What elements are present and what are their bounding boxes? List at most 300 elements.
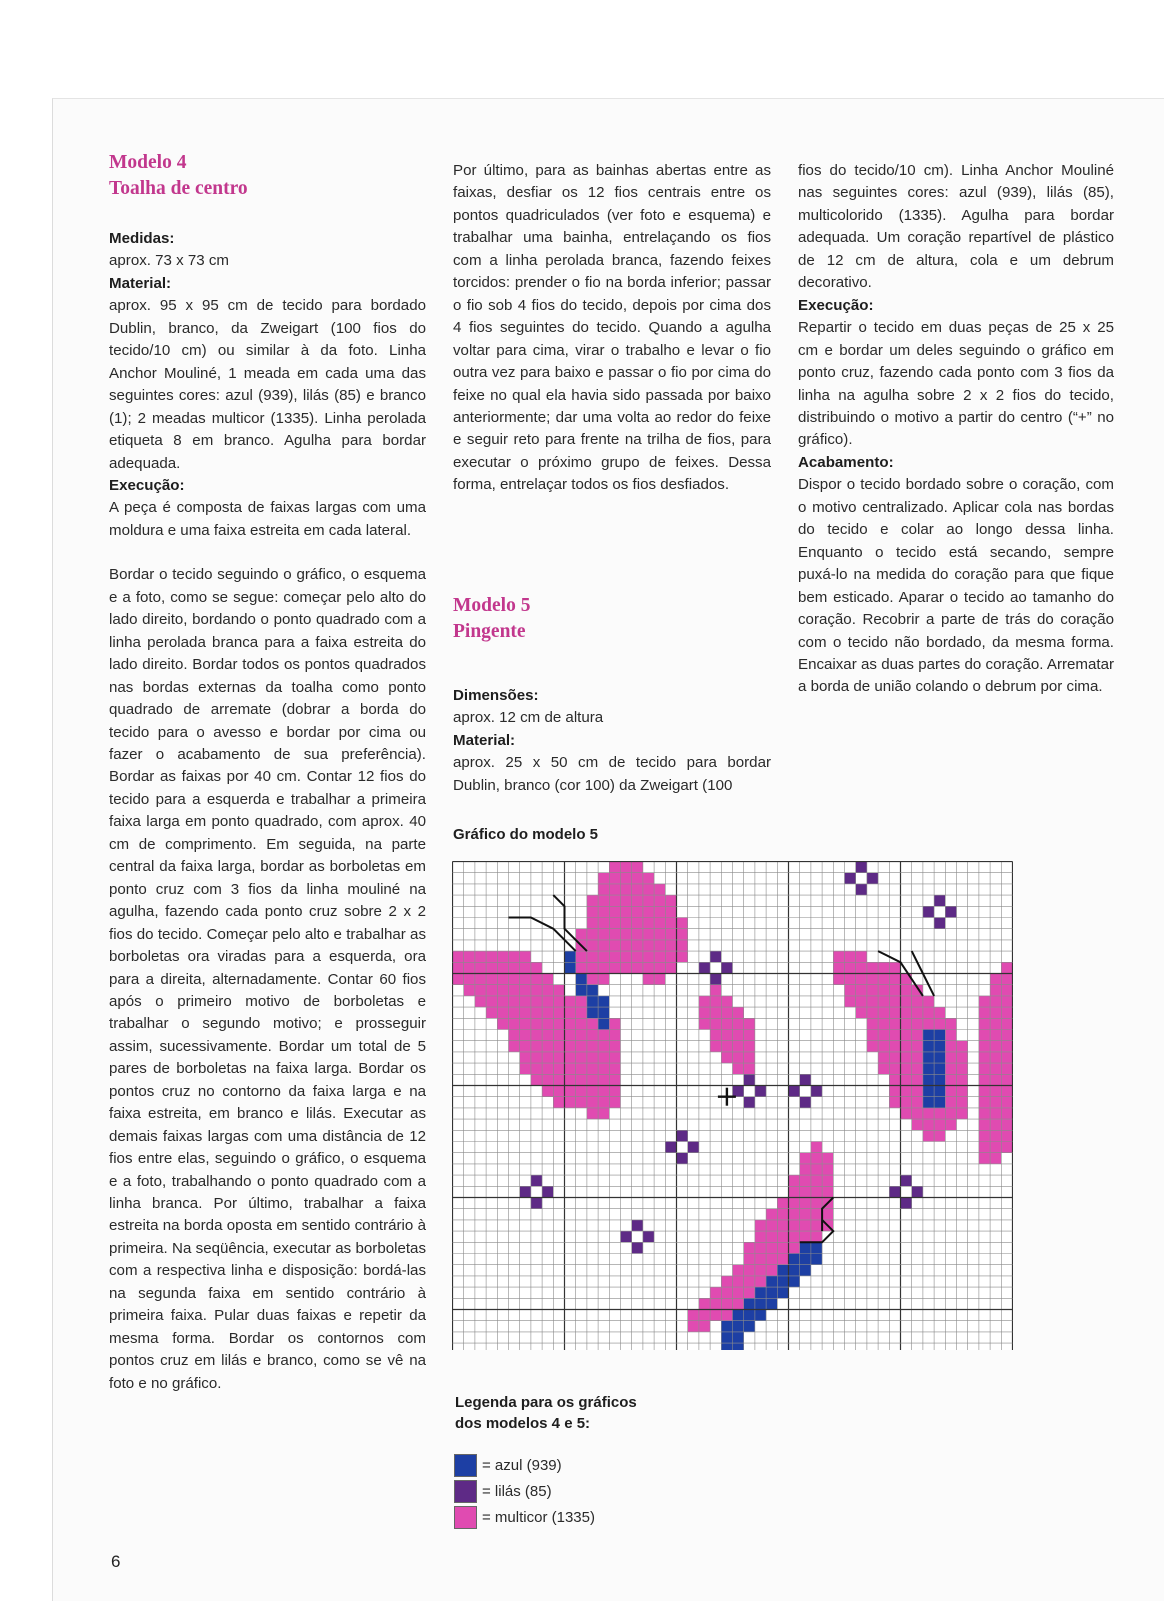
accent-stitch bbox=[632, 1242, 643, 1253]
legend-title-line1: Legenda para os gráficos bbox=[455, 1394, 637, 1411]
wing-stitch bbox=[867, 985, 878, 996]
wing-stitch bbox=[789, 1231, 800, 1242]
accent-stitch bbox=[643, 1231, 654, 1242]
accent-stitch bbox=[677, 1130, 688, 1141]
wing-stitch bbox=[576, 951, 587, 962]
wing-stitch bbox=[733, 1007, 744, 1018]
wing-stitch bbox=[901, 1108, 912, 1119]
wing-stitch bbox=[587, 1108, 598, 1119]
wing-stitch bbox=[733, 1030, 744, 1041]
wing-stitch bbox=[553, 996, 564, 1007]
wing-stitch bbox=[553, 985, 564, 996]
wing-stitch bbox=[755, 1242, 766, 1253]
wing-stitch bbox=[587, 895, 598, 906]
wing-stitch bbox=[453, 962, 464, 973]
wing-stitch bbox=[811, 1209, 822, 1220]
wing-stitch bbox=[800, 1175, 811, 1186]
wing-stitch bbox=[1001, 974, 1012, 985]
wing-stitch bbox=[733, 1276, 744, 1287]
body-stitch bbox=[811, 1254, 822, 1265]
wing-stitch bbox=[744, 1052, 755, 1063]
wing-stitch bbox=[609, 962, 620, 973]
body-stitch bbox=[598, 1018, 609, 1029]
wing-stitch bbox=[744, 1254, 755, 1265]
wing-stitch bbox=[609, 1041, 620, 1052]
accent-stitch bbox=[755, 1086, 766, 1097]
body-stitch bbox=[777, 1287, 788, 1298]
wing-stitch bbox=[744, 1242, 755, 1253]
wing-stitch bbox=[509, 951, 520, 962]
accent-stitch bbox=[945, 906, 956, 917]
wing-stitch bbox=[598, 940, 609, 951]
body-stitch bbox=[777, 1265, 788, 1276]
wing-stitch bbox=[699, 1321, 710, 1332]
wing-stitch bbox=[901, 1086, 912, 1097]
wing-stitch bbox=[475, 996, 486, 1007]
wing-stitch bbox=[609, 862, 620, 873]
body-stitch bbox=[934, 1086, 945, 1097]
wing-stitch bbox=[453, 951, 464, 962]
wing-stitch bbox=[654, 940, 665, 951]
legend-title bbox=[455, 1392, 637, 1434]
wing-stitch bbox=[1001, 1074, 1012, 1085]
paragraph: A peça é composta de faixas largas com uma moldura e uma faixa estreita em cada lateral. bbox=[109, 499, 426, 539]
wing-stitch bbox=[777, 1254, 788, 1265]
wing-stitch bbox=[990, 1018, 1001, 1029]
legend-item bbox=[454, 1452, 595, 1478]
wing-stitch bbox=[643, 873, 654, 884]
wing-stitch bbox=[923, 1007, 934, 1018]
wing-stitch bbox=[531, 1007, 542, 1018]
paragraph: fios do tecido/10 cm). Linha Anchor Mouliné nas seguintes cores: azul (939), lilás (85), multicolorido (1335). Agulha para bordar adequada. Um coração repartível de plástico de 12 cm de altura, cola e um debrum decorativo. bbox=[798, 162, 1114, 292]
wing-stitch bbox=[598, 974, 609, 985]
wing-stitch bbox=[833, 962, 844, 973]
wing-stitch bbox=[990, 1097, 1001, 1108]
body-stitch bbox=[598, 1007, 609, 1018]
wing-stitch bbox=[553, 1007, 564, 1018]
wing-stitch bbox=[979, 1074, 990, 1085]
wing-stitch bbox=[901, 1063, 912, 1074]
accent-stitch bbox=[520, 1186, 531, 1197]
wing-stitch bbox=[565, 1074, 576, 1085]
wing-stitch bbox=[486, 962, 497, 973]
wing-stitch bbox=[777, 1209, 788, 1220]
wing-stitch bbox=[609, 1018, 620, 1029]
wing-stitch bbox=[934, 1108, 945, 1119]
wing-stitch bbox=[901, 1041, 912, 1052]
wing-stitch bbox=[766, 1242, 777, 1253]
wing-stitch bbox=[1001, 1119, 1012, 1130]
wing-stitch bbox=[576, 1086, 587, 1097]
wing-stitch bbox=[587, 1074, 598, 1085]
accent-stitch bbox=[923, 906, 934, 917]
wing-stitch bbox=[800, 1164, 811, 1175]
wing-stitch bbox=[901, 1052, 912, 1063]
wing-stitch bbox=[531, 962, 542, 973]
wing-stitch bbox=[710, 1030, 721, 1041]
wing-stitch bbox=[811, 1186, 822, 1197]
paragraph: aprox. 73 x 73 cm bbox=[109, 252, 229, 270]
accent-stitch bbox=[934, 895, 945, 906]
wing-stitch bbox=[621, 951, 632, 962]
wing-stitch bbox=[587, 906, 598, 917]
wing-stitch bbox=[923, 996, 934, 1007]
wing-stitch bbox=[721, 1276, 732, 1287]
wing-stitch bbox=[643, 951, 654, 962]
wing-stitch bbox=[878, 1041, 889, 1052]
wing-stitch bbox=[889, 1007, 900, 1018]
wing-stitch bbox=[553, 1041, 564, 1052]
wing-stitch bbox=[811, 1142, 822, 1153]
wing-stitch bbox=[990, 1119, 1001, 1130]
wing-stitch bbox=[576, 1097, 587, 1108]
wing-stitch bbox=[945, 1108, 956, 1119]
wing-stitch bbox=[912, 1074, 923, 1085]
wing-stitch bbox=[789, 1242, 800, 1253]
wing-stitch bbox=[576, 1007, 587, 1018]
wing-stitch bbox=[811, 1175, 822, 1186]
wing-stitch bbox=[509, 962, 520, 973]
wing-stitch bbox=[912, 1119, 923, 1130]
body-stitch bbox=[766, 1287, 777, 1298]
wing-stitch bbox=[688, 1321, 699, 1332]
wing-stitch bbox=[643, 906, 654, 917]
accent-stitch bbox=[856, 862, 867, 873]
section-heading: Execução: bbox=[798, 296, 874, 314]
wing-stitch bbox=[744, 1063, 755, 1074]
wing-stitch bbox=[520, 985, 531, 996]
wing-stitch bbox=[945, 1097, 956, 1108]
legend-swatch bbox=[454, 1506, 477, 1529]
body-stitch bbox=[733, 1332, 744, 1343]
wing-stitch bbox=[990, 985, 1001, 996]
wing-stitch bbox=[889, 1086, 900, 1097]
wing-stitch bbox=[744, 1018, 755, 1029]
wing-stitch bbox=[710, 1310, 721, 1321]
wing-stitch bbox=[901, 1097, 912, 1108]
wing-stitch bbox=[632, 962, 643, 973]
wing-stitch bbox=[643, 962, 654, 973]
wing-stitch bbox=[766, 1220, 777, 1231]
wing-stitch bbox=[990, 1074, 1001, 1085]
wing-stitch bbox=[901, 985, 912, 996]
wing-stitch bbox=[990, 1142, 1001, 1153]
body-stitch bbox=[923, 1041, 934, 1052]
wing-stitch bbox=[721, 1287, 732, 1298]
wing-stitch bbox=[822, 1164, 833, 1175]
wing-stitch bbox=[744, 1265, 755, 1276]
wing-stitch bbox=[979, 996, 990, 1007]
wing-stitch bbox=[565, 996, 576, 1007]
body-stitch bbox=[800, 1242, 811, 1253]
body-stitch bbox=[923, 1052, 934, 1063]
wing-stitch bbox=[497, 985, 508, 996]
wing-stitch bbox=[889, 962, 900, 973]
wing-stitch bbox=[979, 1041, 990, 1052]
wing-stitch bbox=[464, 962, 475, 973]
wing-stitch bbox=[665, 918, 676, 929]
wing-stitch bbox=[1001, 1063, 1012, 1074]
wing-stitch bbox=[789, 1209, 800, 1220]
body-stitch bbox=[789, 1276, 800, 1287]
wing-stitch bbox=[1001, 1097, 1012, 1108]
accent-stitch bbox=[688, 1142, 699, 1153]
wing-stitch bbox=[856, 996, 867, 1007]
paragraph: aprox. 12 cm de altura bbox=[453, 709, 604, 727]
wing-stitch bbox=[587, 962, 598, 973]
wing-stitch bbox=[621, 884, 632, 895]
model4-continued-column bbox=[453, 160, 771, 497]
wing-stitch bbox=[632, 940, 643, 951]
wing-stitch bbox=[699, 1310, 710, 1321]
wing-stitch bbox=[721, 1030, 732, 1041]
wing-stitch bbox=[945, 1063, 956, 1074]
accent-stitch bbox=[867, 873, 878, 884]
wing-stitch bbox=[542, 1074, 553, 1085]
wing-stitch bbox=[912, 1052, 923, 1063]
wing-stitch bbox=[856, 951, 867, 962]
wing-stitch bbox=[867, 1018, 878, 1029]
wing-stitch bbox=[688, 1310, 699, 1321]
wing-stitch bbox=[789, 1220, 800, 1231]
wing-stitch bbox=[565, 1097, 576, 1108]
body-stitch bbox=[923, 1030, 934, 1041]
wing-stitch bbox=[912, 1018, 923, 1029]
model5-title bbox=[453, 593, 530, 645]
wing-stitch bbox=[800, 1186, 811, 1197]
wing-stitch bbox=[990, 1063, 1001, 1074]
wing-stitch bbox=[979, 1086, 990, 1097]
wing-stitch bbox=[867, 996, 878, 1007]
wing-stitch bbox=[509, 996, 520, 1007]
wing-stitch bbox=[576, 1074, 587, 1085]
wing-stitch bbox=[744, 1041, 755, 1052]
wing-stitch bbox=[531, 1030, 542, 1041]
body-stitch bbox=[755, 1287, 766, 1298]
body-stitch bbox=[744, 1321, 755, 1332]
body-stitch bbox=[923, 1074, 934, 1085]
wing-stitch bbox=[912, 996, 923, 1007]
body-stitch bbox=[755, 1298, 766, 1309]
wing-stitch bbox=[665, 951, 676, 962]
model4-text-column bbox=[109, 228, 426, 1395]
body-stitch bbox=[721, 1321, 732, 1332]
wing-stitch bbox=[800, 1209, 811, 1220]
wing-stitch bbox=[497, 996, 508, 1007]
legend-swatch bbox=[454, 1454, 477, 1477]
wing-stitch bbox=[889, 996, 900, 1007]
wing-stitch bbox=[856, 1007, 867, 1018]
wing-stitch bbox=[565, 1052, 576, 1063]
wing-stitch bbox=[912, 1086, 923, 1097]
wing-stitch bbox=[531, 1018, 542, 1029]
wing-stitch bbox=[553, 1052, 564, 1063]
wing-stitch bbox=[856, 962, 867, 973]
wing-stitch bbox=[733, 1041, 744, 1052]
wing-stitch bbox=[665, 895, 676, 906]
wing-stitch bbox=[733, 1298, 744, 1309]
body-stitch bbox=[923, 1097, 934, 1108]
wing-stitch bbox=[755, 1231, 766, 1242]
accent-stitch bbox=[710, 951, 721, 962]
paragraph: Dispor o tecido bordado sobre o coração, com o motivo centralizado. Aplicar cola nas bordas do tecido e colar ao longo dessa linha. Enquanto o tecido está secando, sempre puxá-lo na medida do coração para que fique bem esticado. Aparar o tecido ao tamanho do coração. Recobrir a parte de trás do coração com o tecido não bordado, da mesma forma. Encaixar as duas partes do coração. Arrematar a borda de união colando o debrum por cima. bbox=[798, 476, 1114, 696]
accent-stitch bbox=[621, 1231, 632, 1242]
wing-stitch bbox=[542, 1007, 553, 1018]
wing-stitch bbox=[587, 940, 598, 951]
wing-stitch bbox=[654, 884, 665, 895]
body-stitch bbox=[934, 1063, 945, 1074]
wing-stitch bbox=[945, 1052, 956, 1063]
wing-stitch bbox=[789, 1175, 800, 1186]
wing-stitch bbox=[710, 1041, 721, 1052]
model4-title bbox=[109, 150, 248, 202]
wing-stitch bbox=[990, 1041, 1001, 1052]
wing-stitch bbox=[621, 862, 632, 873]
legend-label: = azul (939) bbox=[482, 1456, 562, 1474]
wing-stitch bbox=[531, 1074, 542, 1085]
wing-stitch bbox=[945, 1074, 956, 1085]
wing-stitch bbox=[979, 1030, 990, 1041]
wing-stitch bbox=[912, 1097, 923, 1108]
wing-stitch bbox=[945, 1030, 956, 1041]
wing-stitch bbox=[777, 1198, 788, 1209]
wing-stitch bbox=[553, 1086, 564, 1097]
wing-stitch bbox=[901, 1074, 912, 1085]
wing-stitch bbox=[576, 1041, 587, 1052]
body-stitch bbox=[576, 974, 587, 985]
wing-stitch bbox=[609, 929, 620, 940]
wing-stitch bbox=[565, 1007, 576, 1018]
wing-stitch bbox=[621, 929, 632, 940]
wing-stitch bbox=[1001, 1041, 1012, 1052]
wing-stitch bbox=[587, 1097, 598, 1108]
wing-stitch bbox=[990, 1153, 1001, 1164]
accent-stitch bbox=[845, 873, 856, 884]
wing-stitch bbox=[912, 1030, 923, 1041]
wing-stitch bbox=[867, 962, 878, 973]
wing-stitch bbox=[553, 1063, 564, 1074]
wing-stitch bbox=[990, 1108, 1001, 1119]
wing-stitch bbox=[654, 918, 665, 929]
wing-stitch bbox=[990, 1086, 1001, 1097]
wing-stitch bbox=[531, 985, 542, 996]
wing-stitch bbox=[587, 918, 598, 929]
legend-label: = multicor (1335) bbox=[482, 1508, 595, 1526]
wing-stitch bbox=[598, 1086, 609, 1097]
wing-stitch bbox=[542, 1086, 553, 1097]
wing-stitch bbox=[632, 895, 643, 906]
wing-stitch bbox=[811, 1231, 822, 1242]
wing-stitch bbox=[542, 1030, 553, 1041]
wing-stitch bbox=[486, 996, 497, 1007]
wing-stitch bbox=[598, 962, 609, 973]
wing-stitch bbox=[654, 906, 665, 917]
body-stitch bbox=[923, 1086, 934, 1097]
wing-stitch bbox=[609, 918, 620, 929]
wing-stitch bbox=[710, 1007, 721, 1018]
wing-stitch bbox=[845, 962, 856, 973]
wing-stitch bbox=[733, 1018, 744, 1029]
wing-stitch bbox=[542, 996, 553, 1007]
wing-stitch bbox=[621, 962, 632, 973]
body-stitch bbox=[576, 985, 587, 996]
wing-stitch bbox=[822, 1209, 833, 1220]
wing-stitch bbox=[565, 1030, 576, 1041]
body-stitch bbox=[721, 1343, 732, 1350]
wing-stitch bbox=[643, 929, 654, 940]
accent-stitch bbox=[811, 1086, 822, 1097]
wing-stitch bbox=[766, 1265, 777, 1276]
wing-stitch bbox=[632, 929, 643, 940]
wing-stitch bbox=[744, 1030, 755, 1041]
accent-stitch bbox=[744, 1097, 755, 1108]
wing-stitch bbox=[587, 974, 598, 985]
color-legend bbox=[454, 1452, 595, 1530]
wing-stitch bbox=[979, 1097, 990, 1108]
wing-stitch bbox=[901, 1018, 912, 1029]
wing-stitch bbox=[979, 1052, 990, 1063]
wing-stitch bbox=[609, 884, 620, 895]
wing-stitch bbox=[889, 1063, 900, 1074]
wing-stitch bbox=[531, 1041, 542, 1052]
wing-stitch bbox=[856, 985, 867, 996]
accent-stitch bbox=[677, 1153, 688, 1164]
wing-stitch bbox=[733, 1052, 744, 1063]
wing-stitch bbox=[497, 974, 508, 985]
body-stitch bbox=[587, 996, 598, 1007]
legend-swatch bbox=[454, 1480, 477, 1503]
wing-stitch bbox=[520, 1052, 531, 1063]
body-stitch bbox=[800, 1265, 811, 1276]
wing-stitch bbox=[621, 906, 632, 917]
wing-stitch bbox=[677, 918, 688, 929]
wing-stitch bbox=[867, 1041, 878, 1052]
wing-stitch bbox=[520, 996, 531, 1007]
wing-stitch bbox=[845, 985, 856, 996]
wing-stitch bbox=[721, 1052, 732, 1063]
wing-stitch bbox=[654, 929, 665, 940]
body-stitch bbox=[923, 1063, 934, 1074]
accent-stitch bbox=[789, 1086, 800, 1097]
wing-stitch bbox=[632, 906, 643, 917]
wing-stitch bbox=[609, 1063, 620, 1074]
wing-stitch bbox=[856, 974, 867, 985]
paragraph: Repartir o tecido em duas peças de 25 x 25 cm e bordar um deles seguindo o gráfico em ponto cruz, fazendo cada ponto com 3 fios da linha na agulha sobre 2 x 2 fios do tecido, distribuindo o motivo a partir do centro (“+” no gráfico). bbox=[798, 319, 1114, 449]
wing-stitch bbox=[587, 1086, 598, 1097]
wing-stitch bbox=[889, 1018, 900, 1029]
wing-stitch bbox=[542, 1041, 553, 1052]
section-heading: Material: bbox=[453, 731, 516, 749]
wing-stitch bbox=[710, 985, 721, 996]
wing-stitch bbox=[901, 1007, 912, 1018]
wing-stitch bbox=[1001, 985, 1012, 996]
wing-stitch bbox=[845, 996, 856, 1007]
wing-stitch bbox=[945, 1119, 956, 1130]
paragraph: Bordar o tecido seguindo o gráfico, o esquema e a foto, como se segue: começar pelo alto do lado direito, bordando o ponto quadrado com a linha perolada branca para a faixa estreita do lado direito. Bordar todos os pontos quadrados nas bordas externas da toalha como ponto quadrado de arremate (dobrar a borda do tecido para o avesso e bordar por cima ou fazer o acabamento de sua preferência). Bordar as faixas por 40 cm. Contar 12 fios do tecido para a esquerda e trabalhar a primeira faixa larga em ponto quadrado, com aprox. 40 cm de comprimento. Em seguida, na parte central da faixa larga, bordar as borboletas em ponto cruz com 3 fios da linha mouliné na agulha, fazendo cada ponto cruz sobre 2 x 2 fios do tecido. Começar pelo alto e trabalhar as borboletas ora viradas para a esquerda, ora para a direita, alternadamente. Contar 60 fios após o primeiro motivo de borboletas e trabalhar o segundo motivo; e prosseguir assim, sucessivamente. Bordar um total de 5 pares de borboletas na faixa larga. Bordar os pontos cruz no contorno da faixa larga e na faixa estreita, em branco e lilás. Executar as demais faixas largas com uma distância de 12 fios entre elas, seguindo o gráfico, o esquema e a foto, trabalhando o ponto quadrado com a linha branca. Por último, trabalhar a faixa estreita na borda oposta em sentido contrário à primeira. Na seqüência, executar as borboletas com a respectiva linha e disposição: bordá-las na segunda faixa em sentido contrário à primeira faixa. Pular duas faixas e repetir da mesma forma. Bordar os contornos com pontos cruz em lilás e branco, como se vê na foto e no gráfico. bbox=[109, 566, 426, 1392]
accent-stitch bbox=[721, 962, 732, 973]
section-heading: Dimensões: bbox=[453, 687, 539, 704]
wing-stitch bbox=[632, 873, 643, 884]
wing-stitch bbox=[609, 1097, 620, 1108]
wing-stitch bbox=[587, 1063, 598, 1074]
wing-stitch bbox=[609, 1074, 620, 1085]
wing-stitch bbox=[934, 1130, 945, 1141]
wing-stitch bbox=[721, 1007, 732, 1018]
paragraph: aprox. 95 x 95 cm de tecido para bordado Dublin, branco, da Zweigart (100 fios do tecido/10 cm) ou similar à da foto. Linha Anchor Mouliné, 1 meada em cada uma das seguintes cores: azul (939), lilás (85) e branco (1); 2 meadas multicor (1335). Linha perolada etiqueta 8 em branco. Agulha para bordar adequada. bbox=[109, 297, 426, 472]
wing-stitch bbox=[957, 1086, 968, 1097]
wing-stitch bbox=[889, 1030, 900, 1041]
wing-stitch bbox=[901, 1030, 912, 1041]
